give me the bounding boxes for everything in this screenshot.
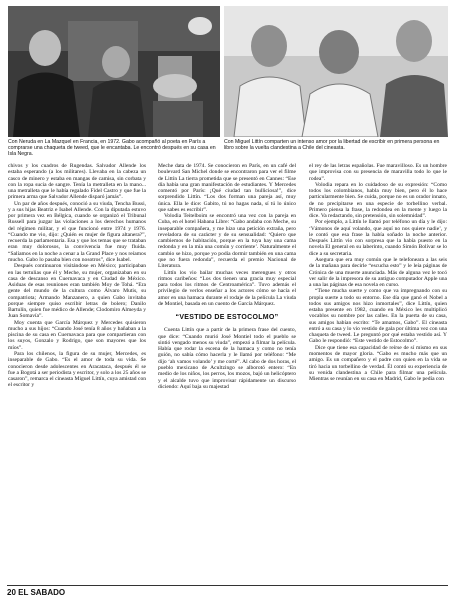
column-3 bbox=[309, 163, 447, 586]
paragraph: Volodia Teitelboim se encontró una vez con la pareja en Cuba, en el hotel Habana Libre: “Gabo andaba con Meche, su inseparable compañera, y me hizo una petición extraña, pero reveladora de su carácter y de su sensualidad: ‘Quiero que cambiemos de habitación, porque en la tuya hay una cama redonda y en la mía una común y corriente’. Naturalmente el cambio se hizo, porque yo podía dormir también en una cama que no fuera redonda”, recuerda el premio Nacional de Literatura. bbox=[158, 213, 296, 270]
photo-caption-right: Con Miguel Littín comparten un intenso amor por la libertad de escribir en primera persona en libro sobre la vuelta clandestina a Chile del cineasta. bbox=[224, 139, 440, 152]
paragraph: Un par de años después, conoció a su viuda, Tencha Bussi, y a sus hijas Beatriz e Isabel Allende. Con la diputada estuvo por primera vez en Bélgica, cuando se organizó el Tribunal Russell para juzgar las violaciones a los derechos humanos del régimen militar, y el que funcionó entre 1974 y 1976. “Cuando me vio, dijo: ¿Quién es mujer de figura altanera?”, recuerda la parlamentaria. Esa y que los temas que se trataban eran muy dolorosos, la convivencia fue muy fluida. “Salíamos en la noche a cenar a la Grand Place y nos reíamos mucho. Gabo lo pasaba bien con nosotros”, dice Isabel. bbox=[8, 200, 146, 263]
paragraph: Dice que tiene esa capacidad de reírse de sí mismo en sus momentos de mayor gloria. “Gabo es mucho más que un amigo. Es un compañero y el padre con quien en la vida se tiró hacia un torbellino de verdad. Él contó su experiencia de su venida clandestina a Chile para filmar una película. Mientras se reunían en su casa en Madrid, Gabo le pedía con bbox=[309, 344, 447, 383]
article-body bbox=[8, 163, 447, 586]
paragraph: chivos y los cuadros de Rugendas. Salvador Allende los estaba esperando (a los militares). Llevaba en la cabeza un casco de minero y estaba en mangas de camisa, sin corbata y con la ropa sucia de sangre. Tenía la metralleta en la mano... una metralleta que le había regalado Fidel Castro y que fue la primera arma que Salvador Allende disparó jamás”. bbox=[8, 163, 146, 201]
paragraph: Moy cuenta que García Márquez y Mercedes quisieron mucho a sus hijos: “Cuando José tenía 8 años y bañaban a la piscina de su casa en Cuernavaca para que compartieran con los suyos, Gonzalo y Rodrigo, que son mayores que los míos”. bbox=[8, 319, 146, 351]
paragraph: Littín los vio bailar muchas veces merengues y otros ritmos caribeños: “Los dos tienen una gracia muy especial para todos los ritmos de Centroamérica”. Tuvo además el privilegio de verlos enseñar a los actores cómo se hacía el amor en una hamaca durante el rodaje de la película La viuda de Montiel, basada en un cuento de García Márquez. bbox=[158, 269, 296, 307]
page-footer bbox=[7, 588, 65, 597]
photo-caption-left: Con Neruda en La Mazquel en Francia, en 1972. Gabo acompañó al poeta en París a comprarse una chaqueta de tweed, que le encantaba. Le encontró después en su casa en Isla Negra. bbox=[8, 139, 216, 158]
paragraph: Después continuaron visitándose en México; participaban en las tertulias que él y Meche, su mujer, organizaban en su casa de descanso en Cuernavaca y en Ciudad de México. Asiduas de esas reuniones eran también Moy de Tohá. “Era gente del mundo de la cultura como Álvaro Mutis, su compatriota; Armando Manzanero, a quien Gabo invitaba porque siempre quiso escribir letras de bolero; Danilo Bartulín, quien fue médico de Allende; Clodomiro Almeyda y Juan Somavía”. bbox=[8, 263, 146, 320]
column-1 bbox=[8, 163, 146, 586]
paragraph: Para los chilenos, la figura de su mujer, Mercedes, es inseparable de Gabo. “Es el amor de toda su vida. Se conocieron desde adolescentes en Aracataca, después él se fue a Bogotá a ser periodista y escritor, y solo a los 25 años se casaron”, remarca el cineasta Miguel Littín, cuya amistad con el escritor y bbox=[8, 350, 146, 389]
paragraph: Volodia repara en lo cuidadoso de su expresión: “Como todos los colombianos, habla muy bien, pero él lo hace particularmente bien. Se cuida, porque no es un orador innato, de no precipitarse en una especie de torbellino verbal. Primero piensa la frase, la redondea en la mente y luego la dice. Va redactando, sin pretensión, sin solemnidad”. bbox=[309, 181, 447, 220]
paragraph: Asegura que era muy común que le telefoneara a las seis de la mañana para decirle “escucha esto” y le leía páginas de Crónica de una muerte anunciada. Más de alguna vez le tocó ver salir de la impresora de su antiguo computador Apple una a una las páginas de esa novela en curso. bbox=[309, 256, 447, 289]
magazine-name: EL SABADO bbox=[18, 588, 66, 597]
page-number: 20 bbox=[7, 588, 16, 597]
footer-rule bbox=[7, 585, 448, 586]
paragraph: Por ejemplo, a Littín le llamó por teléfono un día y le dijo: ‘Vámonos de aquí volando, que aquí no nos quiere nadie’, y le contó que esa frase la había soñado la noche anterior. Después Littín vio con sorpresa que la había puesto en la novela El general en su laberinto, cuando Simón Bolívar se lo dice a su secretaria. bbox=[309, 219, 447, 257]
paragraph: Cuenta Littín que a partir de la primera frase del cuento, que dice: “Cuando murió José Montiel todo el pueblo se sintió vengado menos su viuda”, empezó a filmar la película. Había que rodar la escena de la hamaca y como no tenía guión, no sabía cómo hacerla y le llamó por teléfono: “Me dijo ‘ah vamos volando’ y me corté”. Al cabo de dos horas, el pueblo mexicano de Acultzingo se alborotó entero: “En medio de los niños, los perros, los mozos, bajó un helicóptero y el alcalde tuvo que improvisar rápidamente un discurso diciendo: Aquí baja su majestad bbox=[158, 327, 296, 390]
paragraph: Meche data de 1974. Se conocieron en París, en un café del boulevard San Michel donde se encontraron para ver el filme de Littín La tierra prometida que se presentó en Cannes: “Ese día había una gran manifestación de estudiantes. Y Mercedes comentó por París: ¡Qué ciudad tan bulliciosa!”, dice sorprendido Littín. “Los dos forman una pareja así, muy única. Ella le dice: Gabito, tú no hagas nada, sí tú lo único que sabes es escribir”. bbox=[158, 163, 296, 213]
subheading: “VESTIDO DE ESTOCOLMO” bbox=[175, 314, 279, 322]
photo-neruda bbox=[8, 6, 220, 137]
column-2 bbox=[158, 163, 296, 586]
paragraph: el rey de las letras españolas. Fue maravilloso. Es un hombre que improvisa con su presencia de maravilla todo lo que le rodea”. bbox=[309, 163, 447, 182]
paragraph: “Tiene mucha suerte y como que va impregnando con su propia suerte a todo su entorno. Ese día que ganó el Nobel a todos sus amigos nos hizo inmortales”, dice Littín, quien estaba presente en 1982, cuando en México les multiplicó vocablos su nombre por las calles. En la puerta de su casa, sus amigos habían escrito: “Te amamos, Gabo”. El cineasta entró a su casa y lo vio vestido de gala por última vez con una chaqueta de tweed. Le preguntó por qué estaba vestido así. Y Gabo le respondió: “Este vestido de Estocolmo”. bbox=[309, 288, 447, 345]
photo-littin bbox=[224, 6, 448, 137]
